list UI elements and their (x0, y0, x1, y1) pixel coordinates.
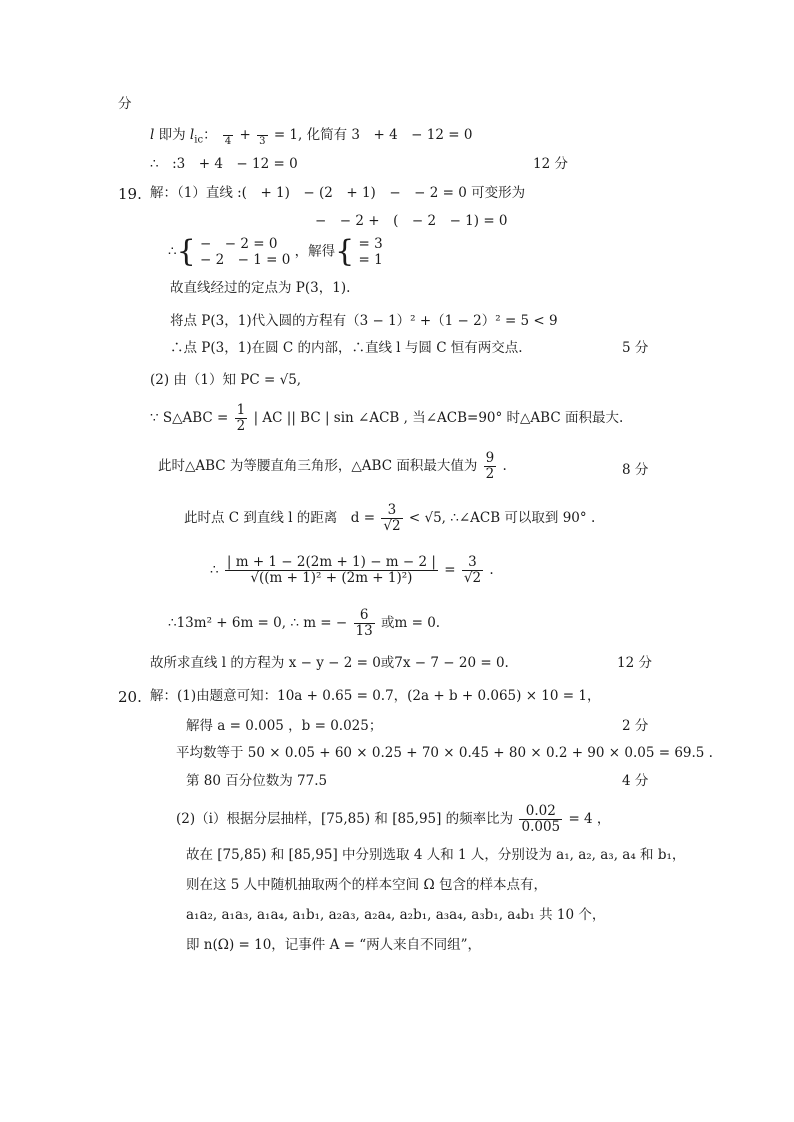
q19-system-line (168, 236, 383, 268)
q19-system-2: = 3 = 1 (358, 236, 383, 269)
max-area-fraction: $\frac{9}{2}$ (485, 450, 495, 482)
q19-area-line (150, 403, 623, 434)
q19-line2: − − 2 + ( − 2 − 1) = 0 (315, 213, 508, 229)
q20-select: 故在 [75,85) 和 [85,95] 中分别选取 4 人和 1 人，分别设为 a₁, a₂, a₃, a₄ 和 b₁， (186, 847, 686, 863)
q18-frac-2: 3 (257, 124, 267, 147)
q20-solve: 解得 a = 0.005 ，b = 0.025； (186, 718, 383, 734)
q18-l-var: l (150, 127, 155, 143)
part2-prefix: (2)（i）根据分层抽样，[75,85) 和 [85,95] 的频率比为 (176, 810, 514, 827)
q19-score-3: 12 分 (617, 655, 652, 671)
q19-distance-line (184, 503, 595, 534)
q19-isosceles-line (158, 451, 507, 482)
q20-score-1: 2 分 (622, 718, 649, 734)
q18-frac-1: 4 (223, 124, 233, 147)
distance-suffix: < √5, ∴∠ACB 可以取到 90° . (408, 509, 596, 526)
area-prefix: ∵ S△ABC = (150, 409, 229, 426)
solve-suffix: 或m = 0. (381, 614, 441, 631)
left-brace-2: { (335, 234, 355, 270)
ratio-fraction: $\frac{0.02}{0.005}$ (521, 803, 561, 835)
q18-l-sub: ic (194, 134, 204, 146)
q20-space: 则在这 5 人中随机抽取两个的样本空间 Ω 包含的样本点有， (186, 877, 547, 893)
q18-plus: + (239, 127, 251, 143)
q18-colon: ： (203, 127, 217, 143)
isosceles-prefix: 此时△ABC 为等腰直角三角形，△ABC 面积最大值为 (158, 457, 478, 474)
area-fraction: $\frac{1}{2}$ (236, 402, 246, 434)
q20-mean: 平均数等于 50 × 0.05 + 60 × 0.25 + 70 × 0.45 + 80 × 0.2 + 90 × 0.05 = 69.5 . (176, 745, 713, 761)
area-suffix: | AC || BC | sin ∠ACB , 当∠ACB=90° 时△ABC 面积最大. (253, 409, 624, 426)
q20-percentile: 第 80 百分位数为 77.5 (186, 773, 328, 789)
distance-formula-fraction: $\frac{| m + 1 - 2(2m + 1) - m - 2 |}{\text{√((m + 1)² + (2m + 1)²)}}$ (226, 554, 436, 586)
q20-head: 解：(1)由题意可知：10a + 0.65 = 0.7，(2a + b + 0.065) × 10 = 1， (150, 688, 601, 704)
eq-equals: = (444, 561, 456, 578)
q19-fixed-point: 故直线经过的定点为 P(3，1). (170, 280, 351, 296)
q19-answer: 故所求直线 l 的方程为 x − y − 2 = 0或7x − 7 − 20 = 0. (150, 655, 509, 671)
q19-solve-label: ，解得 (294, 243, 336, 260)
q19-system-1: − − 2 = 0 − 2 − 1 = 0 (199, 236, 291, 269)
q20-part2-line (176, 804, 610, 835)
q20-number: 20. (118, 688, 142, 706)
q19-distance-equation (210, 555, 494, 586)
isosceles-suffix: . (502, 457, 507, 474)
q20-points: a₁a₂, a₁a₃, a₁a₄, a₁b₁, a₂a₃, a₂a₄, a₂b₁, a₃a₄, a₃b₁, a₄b₁ 共 10 个， (186, 907, 606, 923)
solve-prefix: ∴13m² + 6m = 0, ∴ m = − (168, 614, 348, 631)
left-brace-1: { (176, 234, 196, 270)
distance-prefix: 此时点 C 到直线 l 的距离 d = (184, 509, 376, 526)
part2-suffix: = 4 ， (568, 810, 611, 827)
q20-score-2: 4 分 (622, 773, 649, 789)
eq-right-fraction: $\frac{3}{√2}$ (463, 554, 482, 586)
q18-l-name: l (189, 127, 195, 143)
continuation-text: 分 (118, 96, 132, 112)
q20-count: 即 n(Ω) = 10，记事件 A = “两人来自不同组”， (186, 937, 482, 953)
therefore-symbol: ∴ (168, 243, 177, 260)
q19-score-2: 8 分 (622, 462, 649, 478)
m-fraction: $\frac{6}{13}$ (355, 607, 373, 639)
q19-number: 19. (118, 185, 142, 203)
q18-score: 12 分 (533, 156, 568, 172)
distance-fraction: $\frac{3}{√2}$ (383, 502, 401, 534)
q19-inside: ∴点 P(3，1)在圆 C 的内部，∴直线 l 与圆 C 恒有两交点. (170, 340, 523, 356)
q18-therefore-line: ∴ :3 + 4 − 12 = 0 (150, 156, 298, 172)
eq-prefix: ∴ (210, 561, 219, 578)
eq-suffix: . (489, 561, 494, 578)
q19-score-1: 5 分 (622, 340, 649, 356)
q19-part2: (2) 由（1）知 PC = √5, (150, 372, 302, 388)
q18-line-equation (150, 124, 472, 147)
q19-head: 解：（1）直线 :( + 1) − (2 + 1) − − 2 = 0 可变形为 (150, 185, 526, 201)
q18-l-label: 即为 (158, 127, 190, 143)
q19-solve-m (168, 608, 440, 639)
q18-eq-rest: = 1, 化简有 3 + 4 − 12 = 0 (273, 127, 473, 143)
q19-substitute: 将点 P(3，1)代入圆的方程有（3 − 1）² +（1 − 2）² = 5 < 9 (170, 313, 558, 329)
